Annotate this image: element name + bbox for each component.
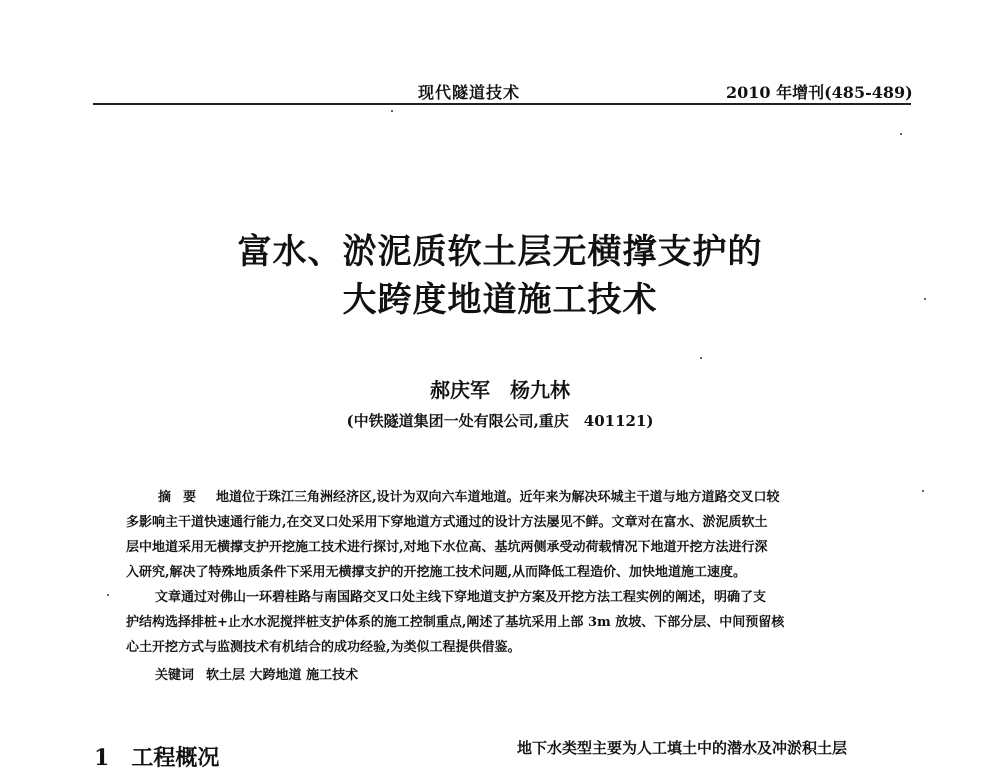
journal-name: 现代隧道技术: [418, 83, 521, 102]
abstract-line-3: 层中地道采用无横撑支护开挖施工技术进行探讨,对地下水位高、基坑两侧承受动荷载情况下地道开挖方法进行深: [126, 540, 768, 555]
section-title: 工程概况: [131, 745, 220, 771]
scan-speck: [700, 357, 702, 359]
header-rule: [93, 103, 911, 105]
keywords-line: [155, 664, 555, 683]
scan-speck: [107, 594, 109, 596]
section-heading: [94, 741, 219, 772]
title-line-1: 富水、淤泥质软土层无横撑支护的: [237, 232, 763, 272]
abstract-line-2: 多影响主干道快速通行能力,在交叉口处采用下穿地道方式通过的设计方法屡见不鲜。文章对在富水、淤泥质软土: [126, 515, 768, 530]
scan-speck: [391, 110, 393, 112]
abstract-line-7: 心土开挖方式与监测技术有机结合的成功经验,为类似工程提供借鉴。: [126, 640, 521, 655]
scan-speck: [922, 490, 924, 492]
abstract-line-6: 护结构选择排桩+止水水泥搅拌桩支护体系的施工控制重点,阐述了基坑采用上部 3m 放坡、下部分层、中间预留核: [126, 615, 785, 630]
issue-info: 2010 年增刊(485-489): [726, 83, 913, 102]
section-number: 1: [94, 745, 110, 771]
scan-speck: [924, 298, 926, 300]
abstract-line-5: 文章通过对佛山一环碧桂路与南国路交叉口处主线下穿地道支护方案及开挖方法工程实例的阐述，明确了支: [155, 590, 767, 605]
abstract-text-1: 地道位于珠江三角洲经济区,设计为双向六车道地道。近年来为解决环城主干道与地方道路交叉口较: [216, 490, 780, 505]
abstract-label: 摘要: [158, 490, 209, 505]
abstract-line-4: 入研究,解决了特殊地质条件下采用无横撑支护的开挖施工技术问题,从而降低工程造价、加快地道施工速度。: [126, 565, 747, 580]
abstract-line-1: [158, 486, 888, 505]
authors: 郝庆军 杨九林: [430, 378, 570, 402]
affiliation: (中铁隧道集团一处有限公司,重庆 401121): [346, 412, 654, 430]
keywords-label: 关键词: [155, 668, 195, 683]
title-line-2: 大跨度地道施工技术: [342, 280, 658, 320]
body-text-right: 地下水类型主要为人工填土中的潜水及冲淤积土层: [517, 739, 848, 757]
keywords-text: 软土层 大跨地道 施工技术: [206, 668, 359, 683]
scan-speck: [900, 133, 902, 135]
